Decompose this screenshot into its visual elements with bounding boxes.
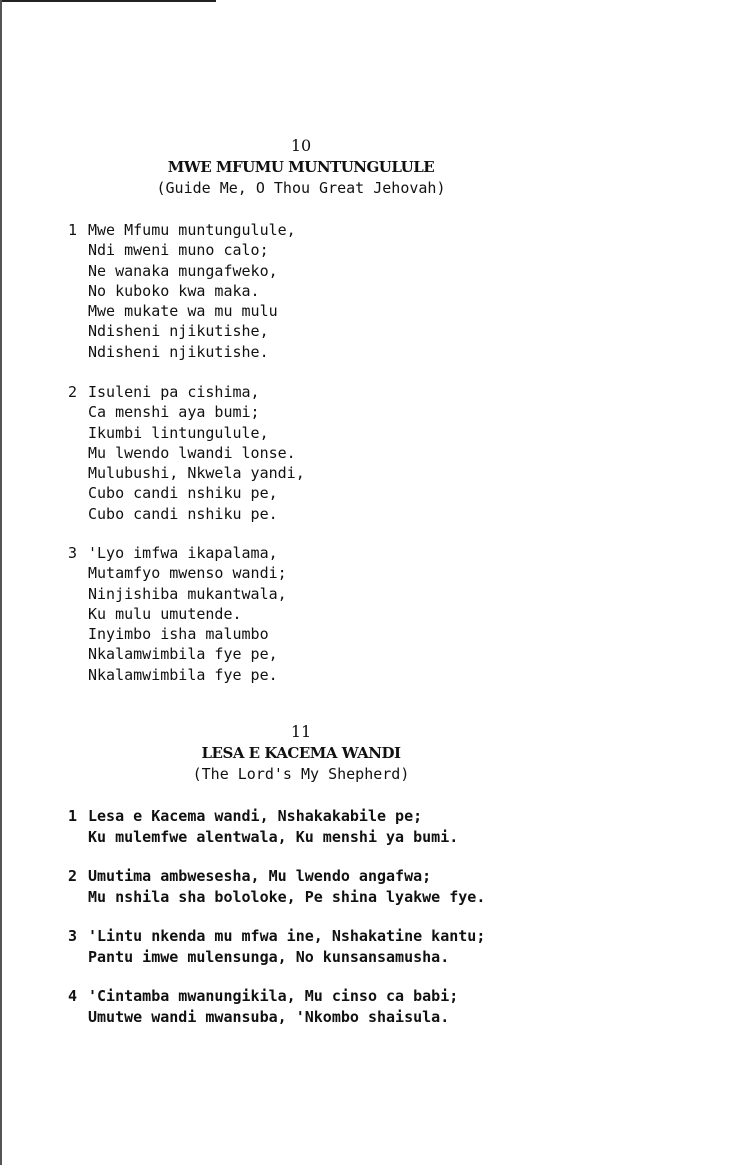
verse-line: Ikumbi lintungulule,: [88, 423, 269, 442]
verse-number: 3: [68, 544, 78, 562]
verse-number: 4: [68, 987, 78, 1005]
verse-line: Ku mulemfwe alentwala, Ku menshi ya bumi.: [88, 828, 459, 846]
verse-line: Isuleni pa cishima,: [88, 383, 260, 401]
verse-line: 'Lintu nkenda mu mfwa ine, Nshakatine kantu;: [88, 927, 486, 945]
verse-line: Cubo candi nshiku pe,: [88, 484, 278, 503]
verse-number: 3: [68, 927, 78, 945]
verse-line: Ca menshi aya bumi;: [88, 403, 260, 422]
verse-line: Mutamfyo mwenso wandi;: [88, 564, 287, 583]
hymn-10-title: MWE MFUMU MUNTUNGULULE: [167, 158, 435, 176]
verse-line: Nkalamwimbila fye pe,: [88, 645, 278, 664]
verse-line: Mwe Mfumu muntungulule,: [88, 221, 296, 239]
verse-line: No kuboko kwa maka.: [88, 281, 260, 300]
verse-line: 'Lyo imfwa ikapalama,: [88, 544, 278, 562]
verse-line: Mu nshila sha bololoke, Pe shina lyakwe fye.: [88, 888, 486, 906]
verse-number: 2: [68, 867, 78, 885]
verse-line: 'Cintamba mwanungikila, Mu cinso ca babi;: [88, 987, 459, 1005]
verse-line: Ndisheni njikutishe.: [88, 342, 269, 361]
verse-number: 2: [68, 383, 78, 401]
verse-line: Lesa e Kacema wandi, Nshakakabile pe;: [88, 807, 423, 825]
verse-line: Inyimbo isha malumbo: [88, 625, 269, 644]
hymn-11-number: 11: [290, 722, 312, 741]
verse-line: Pantu imwe mulensunga, No kunsansamusha.: [88, 948, 450, 966]
hymn-10-subtitle: (Guide Me, O Thou Great Jehovah): [156, 179, 446, 197]
verse-line: Ninjishiba mukantwala,: [88, 584, 287, 603]
verse-line: Cubo candi nshiku pe.: [88, 504, 278, 523]
verse-line: Nkalamwimbila fye pe.: [88, 665, 278, 684]
hymn-10-number: 10: [290, 136, 312, 155]
verse-number: 1: [68, 221, 78, 239]
verse-line: Mulubushi, Nkwela yandi,: [88, 464, 305, 483]
verse-line: Ndi mweni muno calo;: [88, 241, 269, 260]
verse-line: Umutima ambwesesha, Mu lwendo angafwa;: [88, 867, 432, 885]
verse-line: Mwe mukate wa mu mulu: [88, 302, 278, 321]
hymn-11-subtitle: (The Lord's My Shepherd): [192, 765, 410, 783]
verse-line: Ku mulu umutende.: [88, 604, 242, 623]
verse-line: Umutwe wandi mwansuba, 'Nkombo shaisula.: [88, 1008, 450, 1026]
verse-number: 1: [68, 807, 78, 825]
verse-line: Ndisheni njikutishe,: [88, 322, 269, 341]
scan-edge-top: [0, 0, 216, 2]
verse-line: Mu lwendo lwandi lonse.: [88, 443, 296, 462]
hymn-11-title: LESA E KACEMA WANDI: [201, 744, 401, 762]
verse-line: Ne wanaka mungafweko,: [88, 261, 278, 280]
